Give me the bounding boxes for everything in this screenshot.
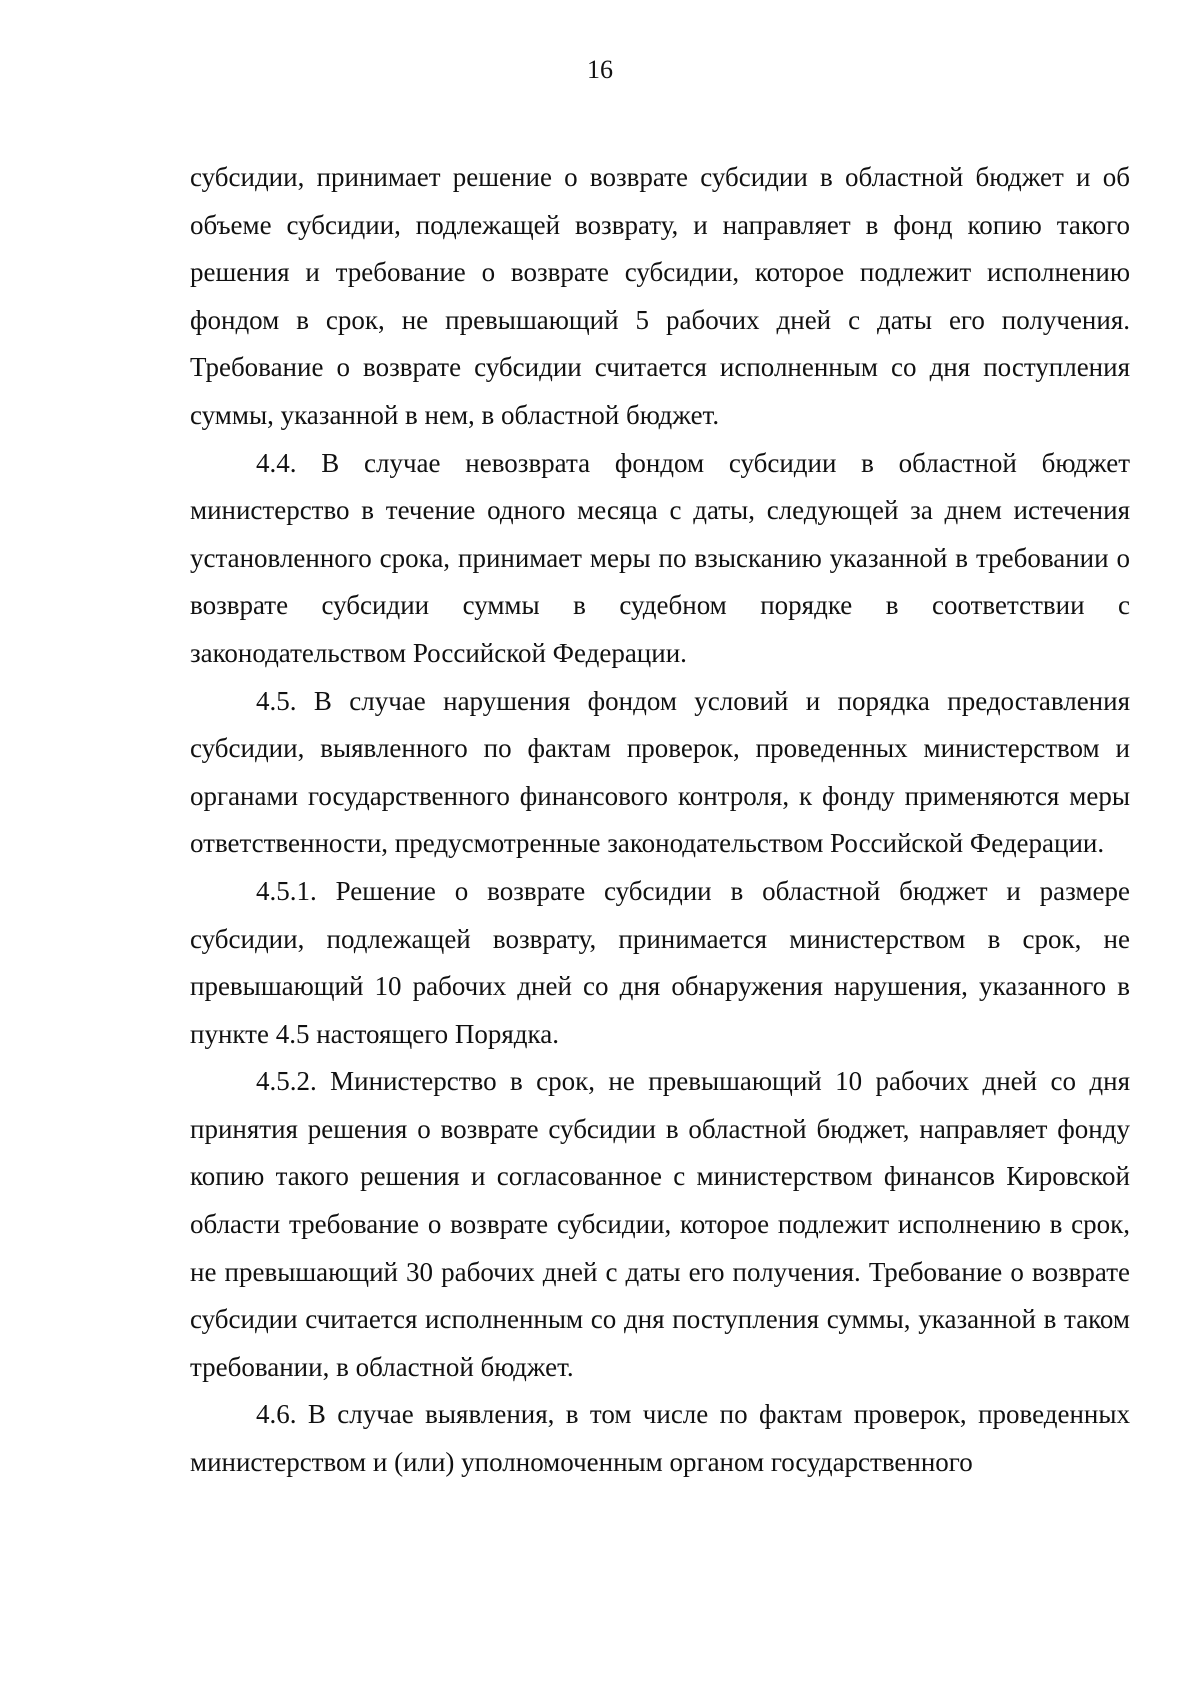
page-number: 16 bbox=[587, 55, 613, 84]
paragraph-4-4: 4.4. В случае невозврата фондом субсидии в областной бюджет министерство в течение одного месяца с даты, следующей за днем истечения установленного срока, принимает меры по взысканию указанной в требовании о возврате субсидии суммы в судебном порядке в соответствии с законодательством Российской Федерации. bbox=[190, 447, 1130, 668]
paragraph-continuation: субсидии, принимает решение о возврате субсидии в областной бюджет и об объеме субсидии, подлежащей возврату, и направляет в фонд копию такого решения и требование о возврате субсидии, которое подлежит исполнению фондом в срок, не превышающий 5 рабочих дней с даты его получения. Требование о возврате субсидии считается исполненным со дня поступления суммы, указанной в нем, в областной бюджет. bbox=[190, 162, 1130, 430]
paragraph-4-5: 4.5. В случае нарушения фондом условий и порядка предоставления субсидии, выявленного по фактам проверок, проведенных министерством и органами государственного финансового контроля, к фонду применяются меры ответственности, предусмотренные законодательством Российской Федерации. bbox=[190, 685, 1130, 859]
document-body bbox=[190, 154, 1130, 1487]
paragraph-4-5-2: 4.5.2. Министерство в срок, не превышающий 10 рабочих дней со дня принятия решения о возврате субсидии в областной бюджет, направляет фонду копию такого решения и согласованное с министерством финансов Кировской области требование о возврате субсидии, которое подлежит исполнению в срок, не превышающий 30 рабочих дней с даты его получения. Требование о возврате субсидии считается исполненным со дня поступления суммы, указанной в таком требовании, в областной бюджет. bbox=[190, 1066, 1130, 1382]
paragraph-4-5-1: 4.5.1. Решение о возврате субсидии в областной бюджет и размере субсидии, подлежащей возврату, принимается министерством в срок, не превышающий 10 рабочих дней со дня обнаружения нарушения, указанного в пункте 4.5 настоящего Порядка. bbox=[190, 875, 1130, 1049]
paragraph-4-6: 4.6. В случае выявления, в том числе по фактам проверок, проведенных министерством и (или) уполномоченным органом государственного bbox=[190, 1399, 1130, 1478]
